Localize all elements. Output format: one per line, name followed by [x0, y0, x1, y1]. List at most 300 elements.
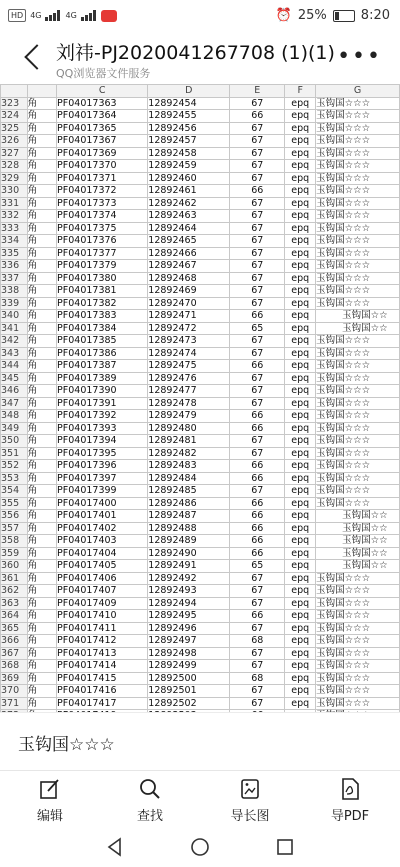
row-number-cell[interactable]: 368: [1, 660, 28, 673]
cell-e[interactable]: 67: [230, 272, 285, 285]
spreadsheet-view[interactable]: [0, 84, 400, 712]
cell-f[interactable]: epq: [285, 297, 316, 310]
cell-g[interactable]: 玉钩国☆☆☆: [316, 647, 400, 660]
cell-g[interactable]: 玉钩国☆☆: [316, 535, 400, 548]
cell-g[interactable]: 玉钩国☆☆☆: [316, 135, 400, 148]
cell-e[interactable]: 67: [230, 572, 285, 585]
row-number-cell[interactable]: 358: [1, 535, 28, 548]
cell-a[interactable]: 角: [27, 472, 56, 485]
cell-c[interactable]: PF04017395: [57, 447, 148, 460]
cell-c[interactable]: PF04017377: [57, 247, 148, 260]
row-number-cell[interactable]: 355: [1, 497, 28, 510]
cell-e[interactable]: 67: [230, 447, 285, 460]
cell-f[interactable]: epq: [285, 372, 316, 385]
cell-e[interactable]: 65: [230, 560, 285, 573]
cell-f[interactable]: epq: [285, 435, 316, 448]
cell-f[interactable]: epq: [285, 622, 316, 635]
cell-f[interactable]: epq: [285, 497, 316, 510]
cell-d[interactable]: 12892493: [148, 585, 230, 598]
table-row[interactable]: [1, 572, 400, 585]
cell-a[interactable]: 角: [27, 585, 56, 598]
table-row[interactable]: [1, 535, 400, 548]
cell-d[interactable]: 12892474: [148, 347, 230, 360]
cell-g[interactable]: 玉钩国☆☆☆: [316, 297, 400, 310]
cell-a[interactable]: 角: [27, 347, 56, 360]
table-row[interactable]: [1, 247, 400, 260]
cell-e[interactable]: 67: [230, 647, 285, 660]
row-number-cell[interactable]: 356: [1, 510, 28, 523]
cell-f[interactable]: epq: [285, 685, 316, 698]
cell-c[interactable]: PF04017404: [57, 547, 148, 560]
cell-f[interactable]: epq: [285, 197, 316, 210]
row-number-cell[interactable]: 365: [1, 622, 28, 635]
cell-g[interactable]: 玉钩国☆☆☆: [316, 472, 400, 485]
cell-c[interactable]: PF04017383: [57, 310, 148, 323]
cell-f[interactable]: epq: [285, 522, 316, 535]
table-row[interactable]: [1, 597, 400, 610]
cell-g[interactable]: 玉钩国☆☆☆: [316, 235, 400, 248]
cell-c[interactable]: PF04017406: [57, 572, 148, 585]
table-row[interactable]: [1, 197, 400, 210]
cell-a[interactable]: 角: [27, 385, 56, 398]
cell-a[interactable]: 角: [27, 422, 56, 435]
row-number-cell[interactable]: 343: [1, 347, 28, 360]
cell-f[interactable]: epq: [285, 97, 316, 110]
cell-a[interactable]: 角: [27, 222, 56, 235]
cell-a[interactable]: 角: [27, 560, 56, 573]
row-number-cell[interactable]: 366: [1, 635, 28, 648]
cell-g[interactable]: 玉钩国☆☆☆: [316, 610, 400, 623]
cell-a[interactable]: 角: [27, 610, 56, 623]
cell-f[interactable]: epq: [285, 447, 316, 460]
cell-e[interactable]: 67: [230, 247, 285, 260]
cell-a[interactable]: 角: [27, 310, 56, 323]
cell-c[interactable]: PF04017370: [57, 160, 148, 173]
column-header[interactable]: D: [148, 85, 230, 98]
cell-a[interactable]: 角: [27, 672, 56, 685]
table-row[interactable]: [1, 260, 400, 273]
cell-d[interactable]: 12892466: [148, 247, 230, 260]
cell-g[interactable]: 玉钩国☆☆☆: [316, 272, 400, 285]
cell-c[interactable]: PF04017372: [57, 185, 148, 198]
cell-e[interactable]: 66: [230, 422, 285, 435]
cell-g[interactable]: 玉钩国☆☆☆: [316, 497, 400, 510]
cell-g[interactable]: 玉钩国☆☆☆: [316, 147, 400, 160]
cell-g[interactable]: 玉钩国☆☆☆: [316, 685, 400, 698]
cell-f[interactable]: epq: [285, 510, 316, 523]
cell-c[interactable]: PF04017392: [57, 410, 148, 423]
cell-a[interactable]: 角: [27, 160, 56, 173]
cell-g[interactable]: 玉钩国☆☆☆: [316, 460, 400, 473]
cell-d[interactable]: 12892477: [148, 385, 230, 398]
more-options-button[interactable]: •••: [337, 44, 382, 69]
cell-f[interactable]: epq: [285, 172, 316, 185]
column-header[interactable]: F: [285, 85, 316, 98]
cell-d[interactable]: 12892469: [148, 285, 230, 298]
cell-c[interactable]: PF04017415: [57, 672, 148, 685]
cell-d[interactable]: 12892472: [148, 322, 230, 335]
cell-e[interactable]: 66: [230, 535, 285, 548]
row-number-cell[interactable]: 371: [1, 697, 28, 710]
cell-g[interactable]: 玉钩国☆☆☆: [316, 285, 400, 298]
cell-g[interactable]: 玉钩国☆☆☆: [316, 410, 400, 423]
cell-f[interactable]: epq: [285, 460, 316, 473]
cell-c[interactable]: PF04017407: [57, 585, 148, 598]
cell-c[interactable]: PF04017393: [57, 422, 148, 435]
table-row[interactable]: [1, 697, 400, 710]
cell-a[interactable]: 角: [27, 572, 56, 585]
cell-f[interactable]: epq: [285, 697, 316, 710]
cell-a[interactable]: 角: [27, 685, 56, 698]
cell-a[interactable]: 角: [27, 97, 56, 110]
cell-a[interactable]: 角: [27, 647, 56, 660]
cell-d[interactable]: 12892463: [148, 210, 230, 223]
cell-g[interactable]: 玉钩国☆☆: [316, 560, 400, 573]
cell-a[interactable]: 角: [27, 635, 56, 648]
cell-f[interactable]: epq: [285, 385, 316, 398]
cell-f[interactable]: epq: [285, 272, 316, 285]
cell-a[interactable]: 角: [27, 122, 56, 135]
nav-recents-icon[interactable]: [274, 836, 296, 858]
cell-d[interactable]: 12892484: [148, 472, 230, 485]
cell-g[interactable]: 玉钩国☆☆☆: [316, 697, 400, 710]
cell-c[interactable]: PF04017411: [57, 622, 148, 635]
cell-f[interactable]: epq: [285, 335, 316, 348]
cell-c[interactable]: PF04017397: [57, 472, 148, 485]
row-number-cell[interactable]: 342: [1, 335, 28, 348]
table-row[interactable]: [1, 360, 400, 373]
cell-g[interactable]: 玉钩国☆☆☆: [316, 110, 400, 123]
cell-e[interactable]: 67: [230, 622, 285, 635]
cell-a[interactable]: 角: [27, 447, 56, 460]
cell-e[interactable]: 68: [230, 635, 285, 648]
row-number-cell[interactable]: 337: [1, 272, 28, 285]
cell-f[interactable]: epq: [285, 660, 316, 673]
cell-a[interactable]: 角: [27, 460, 56, 473]
cell-d[interactable]: 12892491: [148, 560, 230, 573]
cell-g[interactable]: 玉钩国☆☆☆: [316, 672, 400, 685]
export-image-button[interactable]: [200, 771, 300, 827]
table-row[interactable]: [1, 485, 400, 498]
cell-d[interactable]: 12892478: [148, 397, 230, 410]
row-number-cell[interactable]: 341: [1, 322, 28, 335]
cell-d[interactable]: 12892471: [148, 310, 230, 323]
cell-d[interactable]: 12892475: [148, 360, 230, 373]
cell-a[interactable]: 角: [27, 397, 56, 410]
cell-e[interactable]: 67: [230, 297, 285, 310]
cell-g[interactable]: 玉钩国☆☆☆: [316, 422, 400, 435]
cell-c[interactable]: PF04017386: [57, 347, 148, 360]
table-row[interactable]: [1, 372, 400, 385]
cell-e[interactable]: 67: [230, 147, 285, 160]
table-row[interactable]: [1, 585, 400, 598]
cell-f[interactable]: epq: [285, 310, 316, 323]
cell-c[interactable]: PF04017409: [57, 597, 148, 610]
cell-c[interactable]: PF04017405: [57, 560, 148, 573]
table-row[interactable]: [1, 472, 400, 485]
table-row[interactable]: [1, 410, 400, 423]
cell-d[interactable]: 12892487: [148, 510, 230, 523]
cell-g[interactable]: 玉钩国☆☆☆: [316, 185, 400, 198]
cell-e[interactable]: 67: [230, 347, 285, 360]
cell-c[interactable]: PF04017413: [57, 647, 148, 660]
row-number-cell[interactable]: 347: [1, 397, 28, 410]
cell-f[interactable]: epq: [285, 147, 316, 160]
cell-e[interactable]: 67: [230, 685, 285, 698]
cell-a[interactable]: 角: [27, 172, 56, 185]
cell-g[interactable]: 玉钩国☆☆☆: [316, 247, 400, 260]
cell-g[interactable]: 玉钩国☆☆☆: [316, 397, 400, 410]
cell-g[interactable]: 玉钩国☆☆☆: [316, 435, 400, 448]
cell-c[interactable]: PF04017390: [57, 385, 148, 398]
cell-d[interactable]: 12892499: [148, 660, 230, 673]
cell-e[interactable]: 67: [230, 585, 285, 598]
cell-e[interactable]: 66: [230, 472, 285, 485]
cell-c[interactable]: PF04017410: [57, 610, 148, 623]
row-number-cell[interactable]: 360: [1, 560, 28, 573]
row-number-cell[interactable]: 349: [1, 422, 28, 435]
cell-c[interactable]: PF04017416: [57, 685, 148, 698]
cell-c[interactable]: PF04017400: [57, 497, 148, 510]
cell-a[interactable]: 角: [27, 372, 56, 385]
row-number-cell[interactable]: 340: [1, 310, 28, 323]
cell-g[interactable]: 玉钩国☆☆☆: [316, 347, 400, 360]
cell-g[interactable]: 玉钩国☆☆☆: [316, 585, 400, 598]
column-header[interactable]: E: [230, 85, 285, 98]
cell-f[interactable]: epq: [285, 247, 316, 260]
cell-c[interactable]: PF04017367: [57, 135, 148, 148]
cell-d[interactable]: 12892470: [148, 297, 230, 310]
row-number-cell[interactable]: 348: [1, 410, 28, 423]
table-row[interactable]: [1, 385, 400, 398]
table-row[interactable]: [1, 647, 400, 660]
cell-d[interactable]: 12892462: [148, 197, 230, 210]
cell-d[interactable]: 12892457: [148, 135, 230, 148]
cell-f[interactable]: epq: [285, 610, 316, 623]
cell-c[interactable]: PF04017364: [57, 110, 148, 123]
cell-a[interactable]: 角: [27, 547, 56, 560]
cell-f[interactable]: epq: [285, 560, 316, 573]
cell-c[interactable]: PF04017394: [57, 435, 148, 448]
row-number-cell[interactable]: 359: [1, 547, 28, 560]
row-number-cell[interactable]: 370: [1, 685, 28, 698]
cell-e[interactable]: 67: [230, 697, 285, 710]
cell-e[interactable]: 67: [230, 172, 285, 185]
row-number-cell[interactable]: 327: [1, 147, 28, 160]
cell-a[interactable]: 角: [27, 135, 56, 148]
cell-f[interactable]: epq: [285, 210, 316, 223]
table-row[interactable]: [1, 160, 400, 173]
cell-d[interactable]: 12892494: [148, 597, 230, 610]
cell-f[interactable]: epq: [285, 585, 316, 598]
cell-f[interactable]: epq: [285, 597, 316, 610]
cell-d[interactable]: 12892454: [148, 97, 230, 110]
cell-d[interactable]: 12892495: [148, 610, 230, 623]
row-number-cell[interactable]: 333: [1, 222, 28, 235]
cell-a[interactable]: 角: [27, 360, 56, 373]
row-number-cell[interactable]: 334: [1, 235, 28, 248]
table-row[interactable]: [1, 222, 400, 235]
table-row[interactable]: [1, 685, 400, 698]
cell-f[interactable]: epq: [285, 535, 316, 548]
row-number-cell[interactable]: 369: [1, 672, 28, 685]
cell-a[interactable]: 角: [27, 285, 56, 298]
table-row[interactable]: [1, 285, 400, 298]
cell-e[interactable]: 66: [230, 547, 285, 560]
cell-c[interactable]: PF04017375: [57, 222, 148, 235]
cell-a[interactable]: 角: [27, 622, 56, 635]
cell-g[interactable]: 玉钩国☆☆☆: [316, 635, 400, 648]
cell-e[interactable]: 66: [230, 497, 285, 510]
row-number-cell[interactable]: 357: [1, 522, 28, 535]
cell-f[interactable]: epq: [285, 285, 316, 298]
cell-a[interactable]: 角: [27, 497, 56, 510]
table-row[interactable]: [1, 322, 400, 335]
table-row[interactable]: [1, 622, 400, 635]
table-row[interactable]: [1, 560, 400, 573]
cell-d[interactable]: 12892488: [148, 522, 230, 535]
cell-f[interactable]: epq: [285, 122, 316, 135]
cell-e[interactable]: 66: [230, 610, 285, 623]
table-row[interactable]: [1, 610, 400, 623]
column-header[interactable]: [27, 85, 56, 98]
cell-c[interactable]: PF04017391: [57, 397, 148, 410]
row-number-cell[interactable]: 361: [1, 572, 28, 585]
cell-c[interactable]: PF04017389: [57, 372, 148, 385]
cell-f[interactable]: epq: [285, 260, 316, 273]
cell-d[interactable]: 12892483: [148, 460, 230, 473]
cell-c[interactable]: PF04017381: [57, 285, 148, 298]
cell-c[interactable]: PF04017414: [57, 660, 148, 673]
row-number-cell[interactable]: 329: [1, 172, 28, 185]
cell-a[interactable]: 角: [27, 510, 56, 523]
row-number-cell[interactable]: 324: [1, 110, 28, 123]
table-row[interactable]: [1, 110, 400, 123]
table-row[interactable]: [1, 635, 400, 648]
cell-f[interactable]: epq: [285, 347, 316, 360]
cell-a[interactable]: 角: [27, 485, 56, 498]
cell-d[interactable]: 12892465: [148, 235, 230, 248]
table-row[interactable]: [1, 347, 400, 360]
cell-e[interactable]: 67: [230, 122, 285, 135]
cell-c[interactable]: PF04017396: [57, 460, 148, 473]
table-row[interactable]: [1, 447, 400, 460]
table-row[interactable]: [1, 185, 400, 198]
cell-f[interactable]: epq: [285, 235, 316, 248]
row-number-cell[interactable]: 339: [1, 297, 28, 310]
cell-c[interactable]: PF04017371: [57, 172, 148, 185]
cell-d[interactable]: 12892492: [148, 572, 230, 585]
cell-d[interactable]: 12892481: [148, 435, 230, 448]
cell-c[interactable]: PF04017373: [57, 197, 148, 210]
cell-c[interactable]: PF04017376: [57, 235, 148, 248]
cell-a[interactable]: 角: [27, 235, 56, 248]
cell-a[interactable]: 角: [27, 322, 56, 335]
cell-a[interactable]: 角: [27, 147, 56, 160]
cell-e[interactable]: 68: [230, 672, 285, 685]
cell-e[interactable]: 66: [230, 510, 285, 523]
cell-e[interactable]: 67: [230, 335, 285, 348]
column-header-selected[interactable]: G: [316, 85, 400, 98]
cell-f[interactable]: epq: [285, 635, 316, 648]
row-number-cell[interactable]: 353: [1, 472, 28, 485]
cell-e[interactable]: 67: [230, 135, 285, 148]
cell-e[interactable]: 67: [230, 660, 285, 673]
nav-home-icon[interactable]: [189, 836, 211, 858]
export-pdf-button[interactable]: [300, 771, 400, 827]
row-number-cell[interactable]: 344: [1, 360, 28, 373]
row-number-cell[interactable]: 326: [1, 135, 28, 148]
cell-f[interactable]: epq: [285, 485, 316, 498]
row-number-cell[interactable]: 345: [1, 372, 28, 385]
cell-c[interactable]: PF04017382: [57, 297, 148, 310]
cell-d[interactable]: 12892458: [148, 147, 230, 160]
cell-e[interactable]: 67: [230, 397, 285, 410]
cell-c[interactable]: PF04017374: [57, 210, 148, 223]
row-number-cell[interactable]: 331: [1, 197, 28, 210]
cell-g[interactable]: 玉钩国☆☆: [316, 322, 400, 335]
cell-f[interactable]: epq: [285, 410, 316, 423]
cell-g[interactable]: 玉钩国☆☆☆: [316, 485, 400, 498]
table-row[interactable]: [1, 335, 400, 348]
cell-e[interactable]: 67: [230, 97, 285, 110]
row-number-cell[interactable]: 325: [1, 122, 28, 135]
table-row[interactable]: [1, 435, 400, 448]
cell-e[interactable]: 66: [230, 460, 285, 473]
cell-d[interactable]: 12892464: [148, 222, 230, 235]
cell-d[interactable]: 12892498: [148, 647, 230, 660]
cell-d[interactable]: 12892496: [148, 622, 230, 635]
cell-g[interactable]: 玉钩国☆☆☆: [316, 172, 400, 185]
cell-g[interactable]: 玉钩国☆☆☆: [316, 385, 400, 398]
row-number-cell[interactable]: 336: [1, 260, 28, 273]
table-row[interactable]: [1, 135, 400, 148]
row-number-cell[interactable]: 362: [1, 585, 28, 598]
row-number-cell[interactable]: 330: [1, 185, 28, 198]
cell-f[interactable]: epq: [285, 222, 316, 235]
cell-f[interactable]: epq: [285, 322, 316, 335]
table-row[interactable]: [1, 460, 400, 473]
cell-a[interactable]: 角: [27, 260, 56, 273]
cell-a[interactable]: 角: [27, 597, 56, 610]
cell-e[interactable]: 67: [230, 597, 285, 610]
cell-g[interactable]: 玉钩国☆☆☆: [316, 260, 400, 273]
table-row[interactable]: [1, 172, 400, 185]
corner-cell[interactable]: [1, 85, 28, 98]
table-row[interactable]: [1, 210, 400, 223]
cell-c[interactable]: PF04017412: [57, 635, 148, 648]
column-header[interactable]: C: [57, 85, 148, 98]
cell-d[interactable]: 12892500: [148, 672, 230, 685]
row-number-cell[interactable]: 352: [1, 460, 28, 473]
cell-f[interactable]: epq: [285, 135, 316, 148]
cell-d[interactable]: 12892480: [148, 422, 230, 435]
cell-g[interactable]: 玉钩国☆☆☆: [316, 660, 400, 673]
row-number-cell[interactable]: 363: [1, 597, 28, 610]
table-row[interactable]: [1, 497, 400, 510]
edit-button[interactable]: [0, 771, 100, 827]
cell-a[interactable]: 角: [27, 185, 56, 198]
cell-g[interactable]: 玉钩国☆☆☆: [316, 597, 400, 610]
cell-c[interactable]: PF04017387: [57, 360, 148, 373]
cell-f[interactable]: epq: [285, 110, 316, 123]
cell-c[interactable]: PF04017399: [57, 485, 148, 498]
cell-c[interactable]: PF04017403: [57, 535, 148, 548]
cell-a[interactable]: 角: [27, 435, 56, 448]
cell-c[interactable]: PF04017363: [57, 97, 148, 110]
cell-e[interactable]: 65: [230, 322, 285, 335]
table-row[interactable]: [1, 397, 400, 410]
